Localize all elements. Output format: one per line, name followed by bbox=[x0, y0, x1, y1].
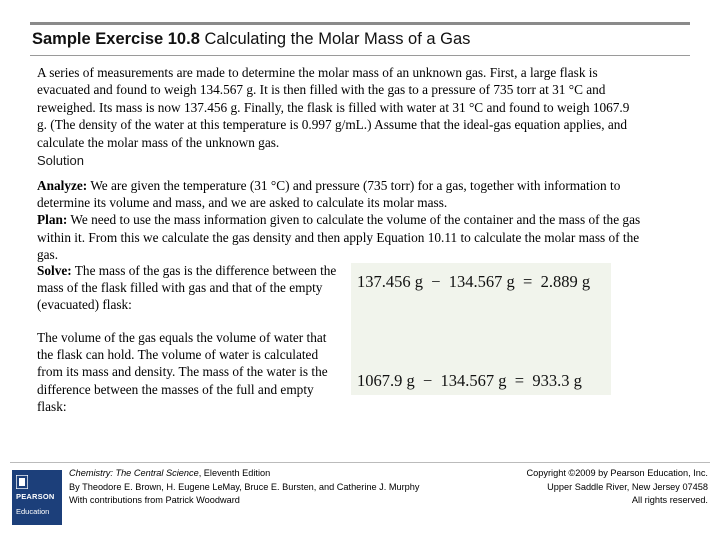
analyze-text: We are given the temperature (31 °C) and pressure (735 torr) for a gas, together with information to determine its volume and mass, and we are asked to calculate its molar mass. bbox=[37, 178, 621, 211]
pearson-mark-icon bbox=[16, 475, 28, 489]
gas-mass-equation: 137.456 g − 134.567 g = 2.889 g bbox=[357, 272, 591, 291]
pearson-logo bbox=[12, 470, 62, 525]
plan-text: We need to use the mass information given to calculate the volume of the container and the mass of the gas within it. From this we calculate the gas density and then apply Equation 10.11 to calculate the molar mass of the gas. bbox=[37, 212, 641, 262]
problem-statement: A series of measurements are made to determine the molar mass of an unknown gas. First, a large flask is evacuated and found to weigh 134.567 g. It is then filled with the gas to a pressure of 735 torr at 31 °C and reweighed. Its mass is now 137.456 g. Finally, the flask is filled with water at 31 °C and found to weigh 1067.9 g. (The density of the water at this temperature is 0.997 g/mL.) Assume that the ideal-gas equation applies, and calculate the molar mass of the unknown gas. bbox=[37, 65, 630, 150]
title-exercise-number: Sample Exercise 10.8 bbox=[32, 30, 200, 48]
book-title: Chemistry: The Central Science bbox=[69, 468, 199, 478]
book-contributions: With contributions from Patrick Woodward bbox=[69, 495, 240, 505]
book-citation bbox=[69, 467, 420, 508]
plan-label: Plan: bbox=[37, 212, 68, 228]
footer-divider bbox=[10, 462, 710, 463]
solve-label: Solve: bbox=[37, 263, 72, 278]
logo-text-pearson: PEARSON bbox=[16, 492, 55, 501]
logo-text-education: Education bbox=[16, 507, 50, 516]
copyright-notice bbox=[527, 467, 708, 508]
copyright-location: Upper Saddle River, New Jersey 07458 bbox=[547, 481, 708, 492]
solution-heading: Solution bbox=[37, 153, 84, 168]
solve-block bbox=[37, 262, 342, 314]
title-topic: Calculating the Molar Mass of a Gas bbox=[199, 30, 471, 48]
page-title bbox=[32, 30, 470, 49]
water-mass-equation: 1067.9 g − 134.567 g = 933.3 g bbox=[357, 371, 582, 390]
solve-text: The mass of the gas is the difference between the mass of the flask filled with gas and that of the empty (evacuated) flask: bbox=[37, 263, 337, 313]
top-rule bbox=[30, 22, 690, 25]
copyright-rights: All rights reserved. bbox=[631, 495, 708, 505]
book-authors: By Theodore E. Brown, H. Eugene LeMay, Bruce E. Bursten, and Catherine J. Murphy bbox=[69, 481, 420, 492]
title-divider bbox=[30, 55, 690, 56]
book-edition: , Eleventh Edition bbox=[198, 468, 271, 478]
analyze-label: Analyze: bbox=[37, 178, 88, 193]
copyright-line: Copyright ©2009 by Pearson Education, Inc. bbox=[526, 468, 708, 478]
analyze-plan-block bbox=[37, 177, 652, 263]
volume-explanation: The volume of the gas equals the volume of water that the flask can hold. The volume of water is calculated from its mass and density. The mass of the water is the difference between the masses of the full and empty flask: bbox=[37, 330, 328, 414]
equation-panel bbox=[351, 263, 611, 395]
